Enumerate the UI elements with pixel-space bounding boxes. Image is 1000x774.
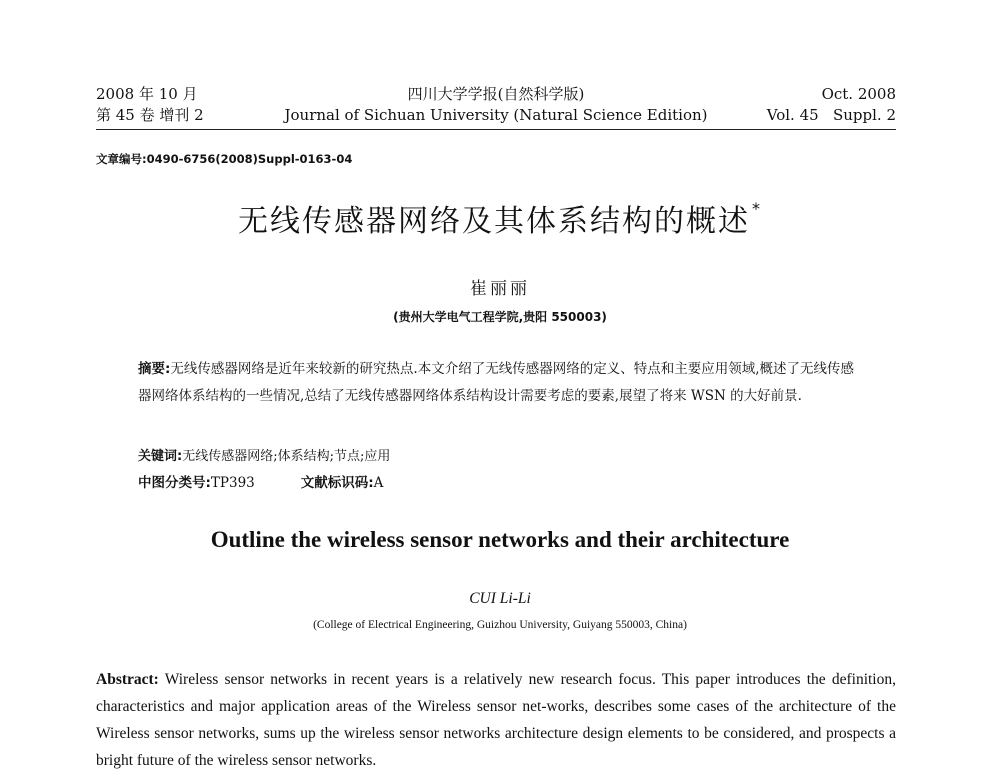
classification-line: [138, 470, 858, 496]
keywords-cn-text: 无线传感器网络;体系结构;节点;应用: [182, 449, 391, 464]
author-cn: 崔丽丽: [470, 279, 530, 299]
header-right: [767, 84, 896, 126]
doc-code-label: 文献标识码:: [300, 475, 374, 491]
paper-title-cn: [0, 196, 1000, 240]
affiliation-cn: (贵州大学电气工程学院,贵阳 550003): [393, 310, 607, 324]
author-en: CUI Li-Li: [469, 590, 531, 607]
abstract-cn: [138, 356, 858, 410]
keywords-cn: [138, 444, 858, 470]
header-issue-cn: 第 45 卷 增刊 2: [96, 106, 204, 124]
journal-name-cn: 四川大学学报(自然科学版): [407, 85, 585, 103]
title-footnote-mark: *: [752, 199, 762, 218]
doc-code-value: A: [373, 475, 384, 491]
header-date-cn: 2008 年 10 月: [96, 85, 198, 103]
abstract-cn-text: 无线传感器网络是近年来较新的研究热点.本文介绍了无线传感器网络的定义、特点和主要应用领域,概述了无线传感器网络体系结构的一些情况,总结了无线传感器网络体系结构设计需要考虑的要素,展望了将来 WSN 的大好前景.: [138, 361, 854, 404]
abstract-cn-label: 摘要:: [138, 361, 171, 377]
classification-label: 中图分类号:: [138, 475, 211, 491]
keywords-cn-label: 关键词:: [138, 449, 183, 464]
classification-value: TP393: [210, 475, 255, 491]
header-rule: [96, 129, 896, 130]
paper-title-en: Outline the wireless sensor networks and their architecture: [210, 527, 790, 552]
paper-title-cn-text: 无线传感器网络及其体系结构的概述: [238, 204, 750, 239]
journal-name-en: Journal of Sichuan University (Natural Science Edition): [284, 106, 708, 124]
header-issue-en: Vol. 45 Suppl. 2: [766, 106, 896, 124]
affiliation-en: (College of Electrical Engineering, Guizhou University, Guiyang 550003, China): [313, 619, 687, 631]
abstract-en: [96, 666, 896, 774]
abstract-en-text: Wireless sensor networks in recent years is a relatively new research focus. This paper introduces the definition, characteristics and major application areas of the Wireless sensor net-works, describes some cases of the architecture of the Wireless sensor networks, sums up the wireless sensor networks architecture design elements to be considered, and prospects a bright future of the wireless sensor networks.: [96, 671, 896, 769]
article-number: 文章编号:0490-6756(2008)Suppl-0163-04: [96, 152, 353, 166]
header-date-en: Oct. 2008: [821, 85, 896, 103]
journal-header: [96, 84, 896, 130]
abstract-en-label: Abstract:: [96, 671, 159, 688]
